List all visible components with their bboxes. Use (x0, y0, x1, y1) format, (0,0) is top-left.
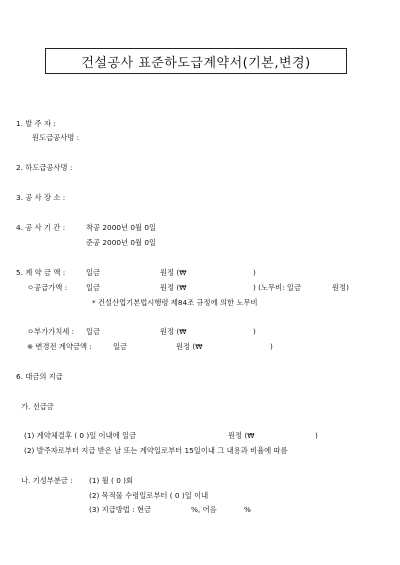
prior-amount-close: ) (270, 342, 273, 351)
advance-payment-item-2: (2) 발주자로부터 지급 받은 날 또는 계약일로부터 15일이내 그 내용과 비율에 따름 (24, 446, 288, 455)
contract-amount-won: 원정 (₩ (160, 268, 187, 277)
vat-close: ) (253, 327, 256, 336)
progress-payment-item-3: (3) 지급방법 : 현금 (89, 505, 152, 514)
prime-contract-name-label: 원도급공사명 : (32, 133, 80, 142)
subcontract-name-label: 2. 하도급공사명 : (16, 163, 73, 172)
contract-amount-close: ) (253, 268, 256, 277)
vat-label: ㅇ부가가치세 : (27, 327, 75, 336)
contract-title (45, 48, 347, 74)
advance-payment-item-1: (1) 계약체결후 ( 0 )일 이내에 일금 (24, 431, 137, 440)
supply-price-won: 원정 (₩ (160, 283, 187, 292)
start-date: 착공 2000년 0월 0일 (86, 223, 157, 232)
labor-cost-note: ) (노무비: 일금 (253, 283, 302, 292)
advance-payment-label: 가. 선급금 (21, 402, 54, 411)
site-location-label: 3. 공 사 장 소 : (16, 193, 66, 202)
contract-title-text: 건설공사 표준하도급계약서(기본,변경) (81, 55, 311, 71)
progress-payment-item-2: (2) 목적물 수령일로부터 ( 0 )일 이내 (89, 491, 209, 500)
orderer-label: 1. 발 주 자 : (16, 119, 56, 128)
payment-section-label: 6. 대금의 지급 (16, 372, 63, 381)
supply-price-label: ㅇ공급가액 : (27, 283, 68, 292)
vat-ilgeum: 일금 (86, 327, 101, 336)
labor-cost-law-note: * 건설산업기본법시행령 제84조 규정에 의한 노무비 (92, 298, 258, 307)
vat-won: 원정 (₩ (160, 327, 187, 336)
advance-payment-item-1-close: ) (315, 431, 318, 440)
progress-payment-cash-pct: %, 어음 (191, 505, 217, 514)
prior-amount-won: 원정 (₩ (176, 342, 203, 351)
contract-amount-ilgeum: 일금 (86, 268, 101, 277)
progress-payment-item-1: (1) 월 ( 0 )회 (89, 476, 134, 485)
period-label: 4. 공 사 기 간 : (16, 223, 66, 232)
progress-payment-label: 나. 기성부분금 : (21, 476, 73, 485)
prior-amount-ilgeum: 일금 (113, 342, 128, 351)
contract-amount-label: 5. 계 약 금 액 : (16, 268, 66, 277)
supply-price-ilgeum: 일금 (86, 283, 101, 292)
labor-cost-won: 원정) (332, 283, 349, 292)
end-date: 준공 2000년 0월 0일 (86, 238, 157, 247)
advance-payment-item-1-won: 원정 (₩ (228, 431, 255, 440)
prior-amount-label: ※ 변경전 계약금액 : (27, 342, 92, 351)
progress-payment-note-pct: % (244, 505, 251, 514)
